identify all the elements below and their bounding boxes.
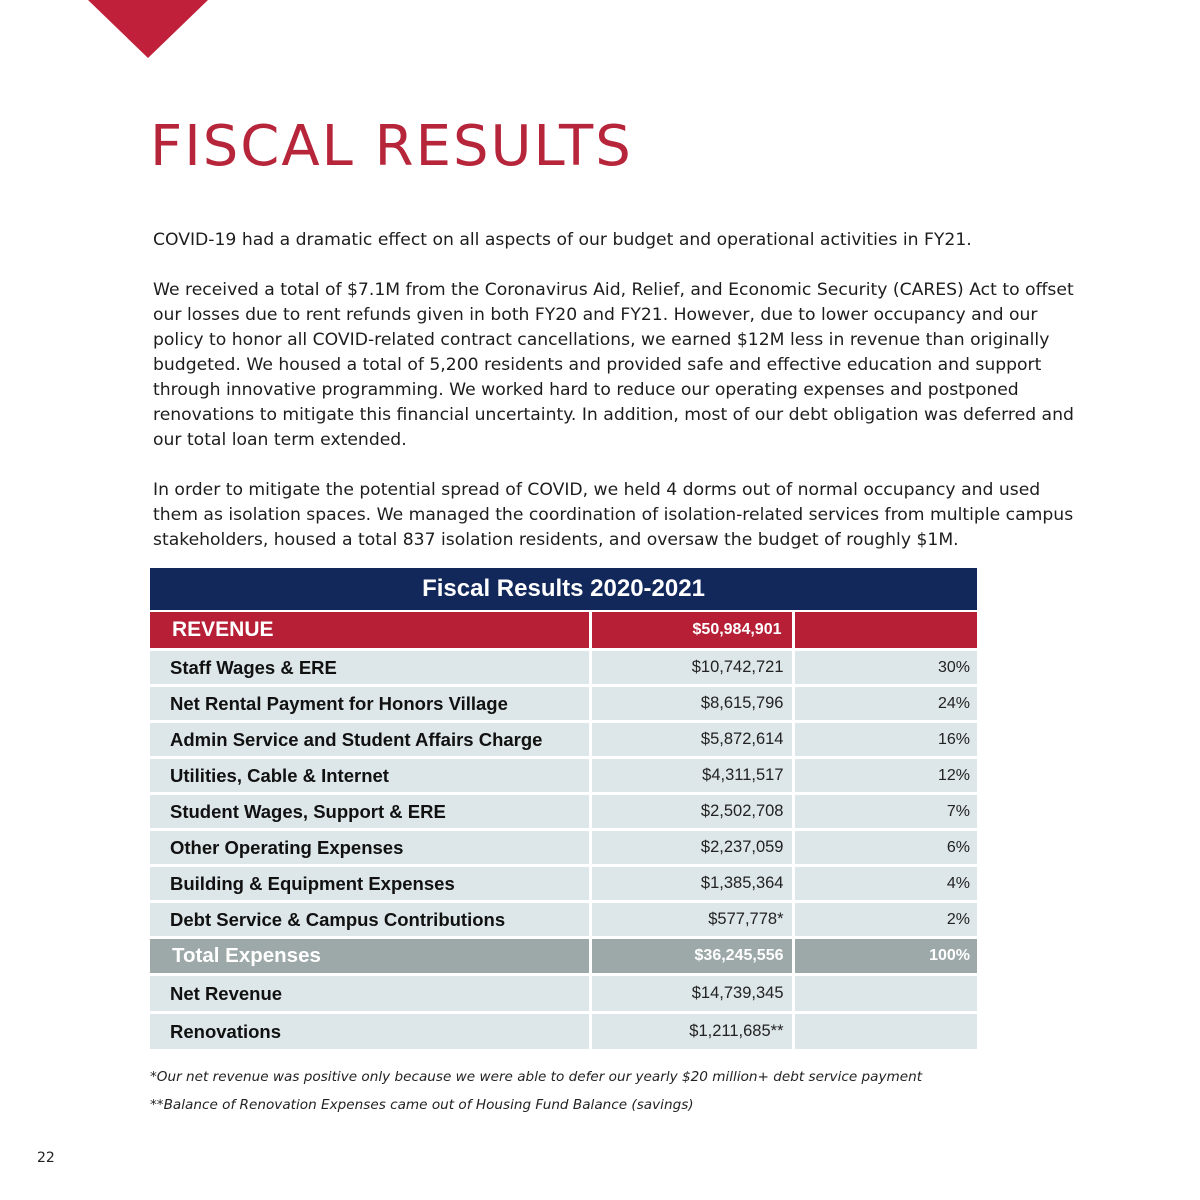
footnotes [150, 1069, 1050, 1125]
net-revenue-percent-empty [793, 975, 977, 1013]
page-title: FISCAL RESULTS [150, 114, 633, 179]
renovations-label: Renovations [150, 1013, 590, 1051]
expense-label: Net Rental Payment for Honors Village [150, 686, 590, 722]
expense-label: Staff Wages & ERE [150, 650, 590, 686]
table-row [150, 722, 977, 758]
expense-amount: $2,502,708 [590, 794, 793, 830]
intro-paragraph-3: In order to mitigate the potential spread of COVID, we held 4 dorms out of normal occupancy and used them as isolation spaces. We managed the coordination of isolation-related services from multiple campus stakeholders, housed a total 837 isolation residents, and oversaw the budget of roughly $1M. [153, 480, 1074, 550]
expense-amount: $4,311,517 [590, 758, 793, 794]
footnote-2: **Balance of Renovation Expenses came out of Housing Fund Balance (savings) [150, 1097, 694, 1113]
expense-percent: 6% [793, 830, 977, 866]
page-number: 22 [37, 1150, 55, 1166]
expense-percent: 30% [793, 650, 977, 686]
revenue-amount: $50,984,901 [590, 611, 793, 650]
total-expenses-row [150, 938, 977, 975]
table-title: Fiscal Results 2020-2021 [150, 568, 977, 611]
table-title-row [150, 568, 977, 611]
expense-amount: $5,872,614 [590, 722, 793, 758]
expense-label: Building & Equipment Expenses [150, 866, 590, 902]
table-row [150, 794, 977, 830]
revenue-row [150, 611, 977, 650]
expense-percent: 16% [793, 722, 977, 758]
net-revenue-amount: $14,739,345 [590, 975, 793, 1013]
expense-percent: 2% [793, 902, 977, 938]
table-row [150, 758, 977, 794]
expense-label: Other Operating Expenses [150, 830, 590, 866]
total-percent: 100% [793, 938, 977, 975]
expense-label: Utilities, Cable & Internet [150, 758, 590, 794]
expense-label: Student Wages, Support & ERE [150, 794, 590, 830]
net-revenue-row [150, 975, 977, 1013]
expense-amount: $10,742,721 [590, 650, 793, 686]
expense-percent: 7% [793, 794, 977, 830]
renovations-row [150, 1013, 977, 1051]
fiscal-results-table [150, 568, 977, 1052]
expense-percent: 24% [793, 686, 977, 722]
footnote-1: *Our net revenue was positive only because we were able to defer our yearly $20 million+ debt service payment [150, 1069, 923, 1085]
intro-paragraph-2: We received a total of $7.1M from the Coronavirus Aid, Relief, and Economic Security (CARES) Act to offset our losses due to rent refunds given in both FY20 and FY21. However, due to lower occupancy and our policy to honor all COVID-related contract cancellations, we earned $12M less in revenue than originally budgeted. We housed a total of 5,200 residents and provided safe and effective education and support through innovative programming. We worked hard to reduce our operating expenses and postponed renovations to mitigate this financial uncertainty. In addition, most of our debt obligation was deferred and our total loan term extended. [153, 280, 1074, 450]
revenue-percent-empty [793, 611, 977, 650]
renovations-percent-empty [793, 1013, 977, 1051]
expense-label: Debt Service & Campus Contributions [150, 902, 590, 938]
intro-text [153, 228, 1083, 578]
expense-percent: 4% [793, 866, 977, 902]
expense-amount: $8,615,796 [590, 686, 793, 722]
expense-amount: $577,778* [590, 902, 793, 938]
table-row [150, 650, 977, 686]
expense-amount: $1,385,364 [590, 866, 793, 902]
expense-amount: $2,237,059 [590, 830, 793, 866]
table-row [150, 686, 977, 722]
revenue-label: REVENUE [150, 611, 590, 650]
renovations-amount: $1,211,685** [590, 1013, 793, 1051]
expense-label: Admin Service and Student Affairs Charge [150, 722, 590, 758]
net-revenue-label: Net Revenue [150, 975, 590, 1013]
corner-triangle-decoration [88, 0, 208, 58]
table-row [150, 866, 977, 902]
intro-paragraph-1: COVID-19 had a dramatic effect on all aspects of our budget and operational activities in FY21. [153, 230, 972, 250]
total-amount: $36,245,556 [590, 938, 793, 975]
table-row [150, 830, 977, 866]
total-label: Total Expenses [150, 938, 590, 975]
expense-percent: 12% [793, 758, 977, 794]
table-row [150, 902, 977, 938]
